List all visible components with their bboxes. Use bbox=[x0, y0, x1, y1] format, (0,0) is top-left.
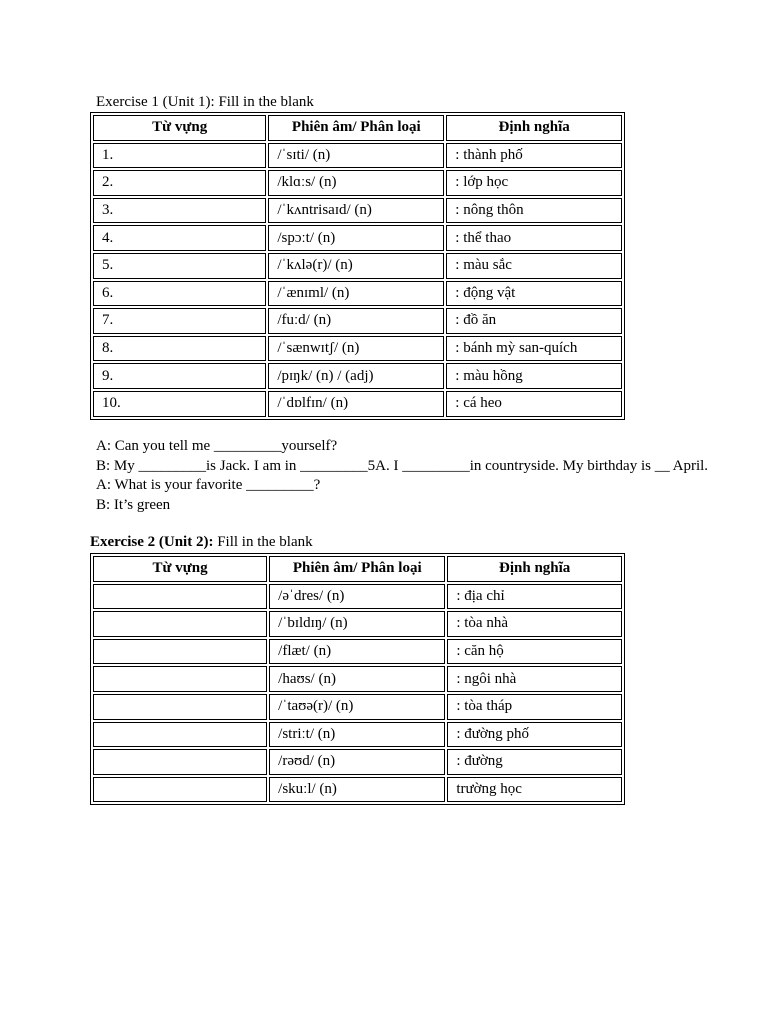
vocabulary-cell bbox=[93, 611, 267, 637]
definition-cell: : đường bbox=[447, 749, 622, 775]
table-row bbox=[93, 281, 622, 307]
pronunciation-cell: /fuːd/ (n) bbox=[268, 308, 444, 334]
definition-cell: : nông thôn bbox=[446, 198, 622, 224]
header-vocabulary: Từ vựng bbox=[93, 115, 266, 141]
table-row bbox=[93, 584, 622, 610]
vocabulary-cell: 4. bbox=[93, 225, 266, 251]
definition-cell: : tòa tháp bbox=[447, 694, 622, 720]
table-row bbox=[93, 391, 622, 417]
definition-cell: : thành phố bbox=[446, 143, 622, 169]
table-row bbox=[93, 777, 622, 803]
exercise-1-title: Exercise 1 (Unit 1): Fill in the blank bbox=[96, 94, 314, 110]
table-row bbox=[93, 308, 622, 334]
exercise-2-title-rest: Fill in the blank bbox=[213, 534, 313, 550]
dialogue-line: B: It’s green bbox=[96, 496, 171, 513]
pronunciation-cell: /rəʊd/ (n) bbox=[269, 749, 445, 775]
definition-cell: : địa chỉ bbox=[447, 584, 622, 610]
table-row bbox=[93, 225, 622, 251]
dialogue bbox=[96, 437, 708, 515]
header-definition: Định nghĩa bbox=[446, 115, 622, 141]
pronunciation-cell: /ˈsænwɪtʃ/ (n) bbox=[268, 336, 444, 362]
table-header-row bbox=[93, 115, 622, 141]
vocabulary-cell bbox=[93, 584, 267, 610]
definition-cell: : thể thao bbox=[446, 225, 622, 251]
definition-cell: : đường phố bbox=[447, 722, 622, 748]
pronunciation-cell: /ˈænɪml/ (n) bbox=[268, 281, 444, 307]
table-row bbox=[93, 639, 622, 665]
vocabulary-cell: 2. bbox=[93, 170, 266, 196]
table-row bbox=[93, 694, 622, 720]
vocabulary-cell: 1. bbox=[93, 143, 266, 169]
table-header-row bbox=[93, 556, 622, 582]
exercise-1-rows bbox=[93, 143, 622, 417]
dialogue-line: A: What is your favorite _________? bbox=[96, 477, 321, 493]
definition-cell: : màu sắc bbox=[446, 253, 622, 279]
definition-cell: : bánh mỳ san-quích bbox=[446, 336, 622, 362]
vocabulary-cell bbox=[93, 749, 267, 775]
table-row bbox=[93, 722, 622, 748]
dialogue-line: B: My _________is Jack. I am in _________5A. I _________in countryside. My birthday is __ April. bbox=[96, 457, 709, 474]
table-row bbox=[93, 170, 622, 196]
vocabulary-cell: 7. bbox=[93, 308, 266, 334]
pronunciation-cell: /ˈtaʊə(r)/ (n) bbox=[269, 694, 445, 720]
pronunciation-cell: /spɔːt/ (n) bbox=[268, 225, 444, 251]
definition-cell: : màu hồng bbox=[446, 363, 622, 389]
definition-cell: trường học bbox=[447, 777, 622, 803]
vocabulary-cell: 5. bbox=[93, 253, 266, 279]
definition-cell: : cá heo bbox=[446, 391, 622, 417]
pronunciation-cell: /haʊs/ (n) bbox=[269, 666, 445, 692]
exercise-2-rows bbox=[93, 584, 622, 803]
pronunciation-cell: /ˈdɒlfɪn/ (n) bbox=[268, 391, 444, 417]
table-row bbox=[93, 749, 622, 775]
vocabulary-cell bbox=[93, 694, 267, 720]
vocabulary-cell bbox=[93, 722, 267, 748]
table-row bbox=[93, 253, 622, 279]
exercise-2-title-bold: Exercise 2 (Unit 2): bbox=[90, 534, 214, 550]
pronunciation-cell: /striːt/ (n) bbox=[269, 722, 445, 748]
table-row bbox=[93, 363, 622, 389]
pronunciation-cell: /flæt/ (n) bbox=[269, 639, 445, 665]
vocabulary-cell: 8. bbox=[93, 336, 266, 362]
pronunciation-cell: /ˈbɪldɪŋ/ (n) bbox=[269, 611, 445, 637]
header-pronunciation: Phiên âm/ Phân loại bbox=[269, 556, 445, 582]
vocabulary-cell bbox=[93, 639, 267, 665]
pronunciation-cell: /pɪŋk/ (n) / (adj) bbox=[268, 363, 444, 389]
exercise-2-table bbox=[90, 553, 625, 805]
table-row bbox=[93, 143, 622, 169]
definition-cell: : căn hộ bbox=[447, 639, 622, 665]
definition-cell: : lớp học bbox=[446, 170, 622, 196]
vocabulary-cell: 6. bbox=[93, 281, 266, 307]
pronunciation-cell: /klɑːs/ (n) bbox=[268, 170, 444, 196]
definition-cell: : ngôi nhà bbox=[447, 666, 622, 692]
pronunciation-cell: /ˈkʌntrisaɪd/ (n) bbox=[268, 198, 444, 224]
table-row bbox=[93, 336, 622, 362]
vocabulary-cell: 3. bbox=[93, 198, 266, 224]
exercise-1-table bbox=[90, 112, 625, 420]
table-row bbox=[93, 198, 622, 224]
header-definition: Định nghĩa bbox=[447, 556, 622, 582]
exercise-2-title bbox=[90, 533, 313, 551]
pronunciation-cell: /əˈdres/ (n) bbox=[269, 584, 445, 610]
pronunciation-cell: /ˈsɪti/ (n) bbox=[268, 143, 444, 169]
header-vocabulary: Từ vựng bbox=[93, 556, 267, 582]
dialogue-line: A: Can you tell me _________yourself? bbox=[96, 438, 338, 454]
vocabulary-cell: 10. bbox=[93, 391, 266, 417]
vocabulary-cell bbox=[93, 666, 267, 692]
definition-cell: : động vật bbox=[446, 281, 622, 307]
definition-cell: : đồ ăn bbox=[446, 308, 622, 334]
definition-cell: : tòa nhà bbox=[447, 611, 622, 637]
vocabulary-cell bbox=[93, 777, 267, 803]
pronunciation-cell: /ˈkʌlə(r)/ (n) bbox=[268, 253, 444, 279]
table-row bbox=[93, 666, 622, 692]
pronunciation-cell: /skuːl/ (n) bbox=[269, 777, 445, 803]
vocabulary-cell: 9. bbox=[93, 363, 266, 389]
header-pronunciation: Phiên âm/ Phân loại bbox=[268, 115, 444, 141]
table-row bbox=[93, 611, 622, 637]
